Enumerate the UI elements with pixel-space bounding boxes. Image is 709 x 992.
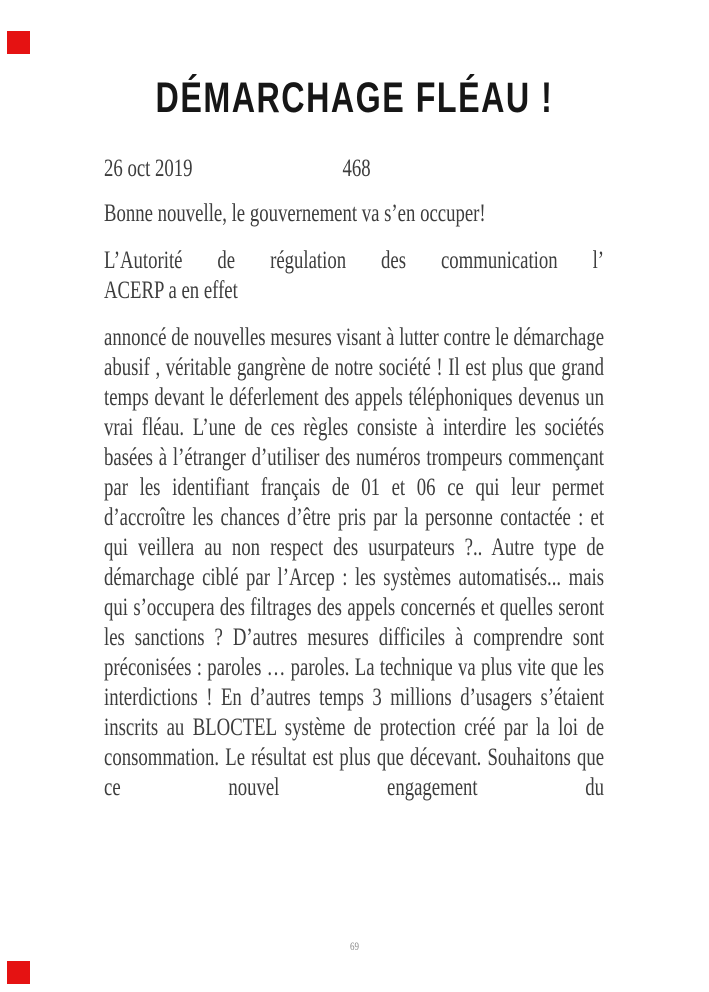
article-issue-number: 468: [342, 155, 371, 182]
red-corner-mark-bottom: [7, 961, 30, 984]
article-intro: Bonne nouvelle, le gouvernement va s’en occuper!: [104, 200, 486, 227]
article-lead-line1: L’Autorité de régulation des communication l’: [104, 247, 605, 274]
article-meta: [104, 154, 604, 184]
page-number: 69: [349, 939, 359, 953]
article-date: 26 oct 2019: [104, 155, 193, 182]
article-lead-paragraph: [104, 246, 604, 306]
article-title: DÉMARCHAGE FLÉAU !: [155, 74, 554, 122]
article-lead-line2: ACERP a en effet: [104, 277, 238, 304]
article-body: annoncé de nouvelles mesures visant à lutter contre le démarchage abusif , véritable gangrène de notre société ! Il est plus que grand temps devant le déferlement des appels téléphoniques devenus un vrai fléau. L’une de ces règles consiste à interdire les sociétés basées à l’étranger d’utiliser des numéros trompeurs commençant par les identifiant français de 01 et 06 ce qui leur permet d’accroître les chances d’être pris par la personne contactée : et qui veillera au non respect des usurpateurs ?.. Autre type de démarchage ciblé par l’Arcep : les systèmes automatisés... mais qui s’occupera des filtrages des appels concernés et quelles seront les sanctions ? D’autres mesures difficiles à comprendre sont préconisées : paroles … paroles. La technique va plus vite que les interdictions ! En d’autres temps 3 millions d’usagers s’étaient inscrits au BLOCTEL système de protection créé par la loi de consommation. Le résultat est plus que décevant. Souhaitons que ce nouvel engagement du: [104, 324, 605, 801]
